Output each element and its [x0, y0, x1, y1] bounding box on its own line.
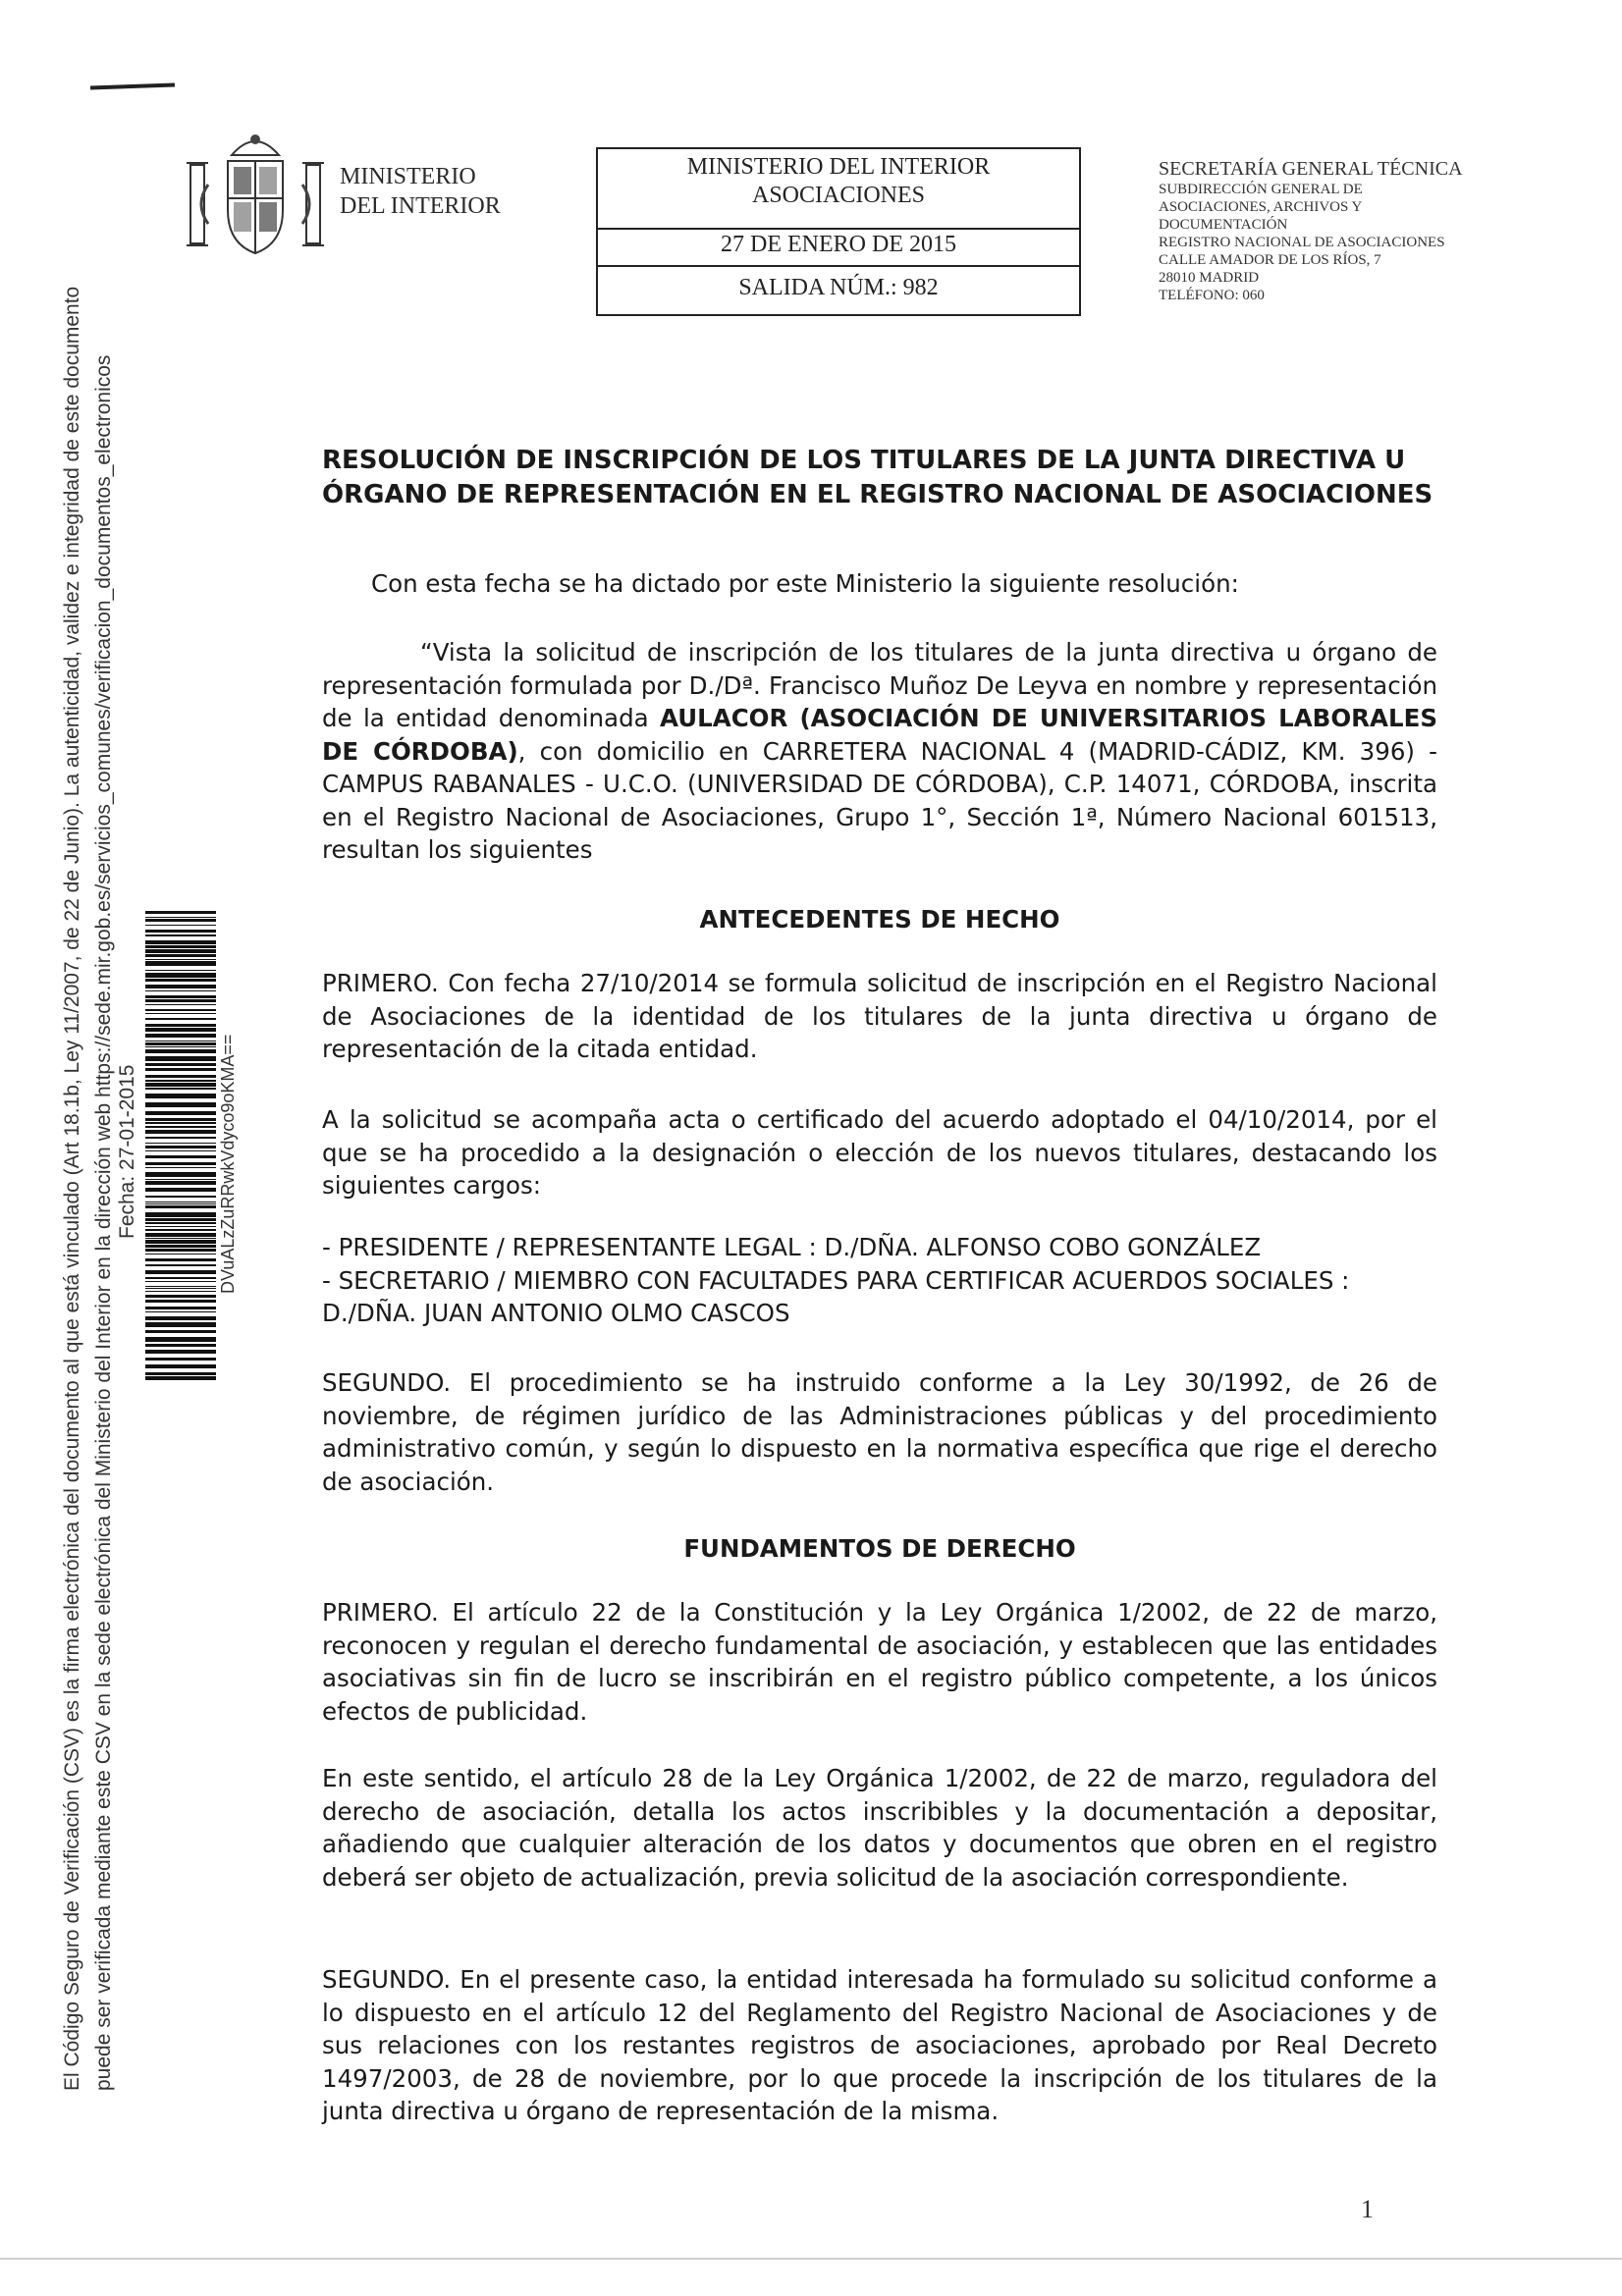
ministry-line1: MINISTERIO	[340, 164, 476, 189]
stamp-divider	[598, 228, 1079, 230]
csv-date: Fecha: 27-01-2015	[116, 1064, 138, 1239]
primero-derecho-paragraph: PRIMERO. El artículo 22 de la Constitución y la Ley Orgánica 1/2002, de 22 de marzo, reconocen y regulan el derecho fundamental de asociación, y establecen que las entidades asociativas sin fin de lucro se inscribirán en el registro público competente, a los únicos efectos de publicidad.	[322, 1598, 1437, 1726]
department-line: SUBDIRECCIÓN GENERAL DE	[1159, 182, 1363, 197]
cargo-item: - PRESIDENTE / REPRESENTANTE LEGAL : D./DÑA. ALFONSO COBO GONZÁLEZ	[322, 1233, 1262, 1261]
department-line: TELÉFONO: 060	[1159, 288, 1265, 303]
department-title: SECRETARÍA GENERAL TÉCNICA	[1159, 158, 1463, 180]
department-line: DOCUMENTACIÓN	[1159, 217, 1288, 233]
acompana-paragraph: A la solicitud se acompaña acta o certificado del acuerdo adoptado el 04/10/2014, por el que se ha procedido a la designación o elección de los nuevos titulares, destacando los siguientes cargos:	[322, 1105, 1437, 1200]
heading-fundamentos: FUNDAMENTOS DE DERECHO	[683, 1534, 1076, 1563]
csv-notice-line2: puede ser verificada mediante este CSV en la sede electrónica del Ministerio del Interior en la dirección web https://sede.mir.gob.es/servicios_comunes/verificacion_documentos_electronicos	[92, 354, 115, 2091]
segundo-derecho-paragraph: SEGUNDO. En el presente caso, la entidad interesada ha formulado su solicitud conforme a lo dispuesto en el artículo 12 del Reglamento del Registro Nacional de Asociaciones y de sus relaciones con los restantes registros de asociaciones, aprobado por Real Decreto 1497/2003, de 28 de noviembre, por lo que procede la inscripción de los titulares de la junta directiva u órgano de representación de la misma.	[322, 1965, 1437, 2125]
csv-notice	[57, 128, 120, 2091]
page-number: 1	[1361, 2195, 1374, 2223]
heading-antecedentes: ANTECEDENTES DE HECHO	[699, 905, 1060, 934]
ministry-line2: DEL INTERIOR	[340, 193, 501, 219]
vista-text-2: , con domicilio en CARRETERA NACIONAL 4 (MADRID-CÁDIZ, KM. 396) - CAMPUS RABANALES - U.C.O. (UNIVERSIDAD DE CÓRDOBA), C.P. 14071, CÓRDOBA, inscrita en el Registro Nacional de Asociaciones, Grupo 1°, Sección 1ª, Número Nacional 601513, resultan los siguientes	[322, 736, 1437, 864]
department-line: ASOCIACIONES, ARCHIVOS Y	[1159, 199, 1363, 215]
sentido-paragraph: En este sentido, el artículo 28 de la Ley Orgánica 1/2002, de 22 de marzo, reguladora del derecho de asociación, detalla los actos inscribibles y la documentación a depositar, añadiendo que cualquier alteración de los datos y documentos que obren en el registro deberá ser objeto de actualización, previa solicitud de la asociación correspondiente.	[322, 1764, 1437, 1892]
primero-hecho-paragraph: PRIMERO. Con fecha 27/10/2014 se formula solicitud de inscripción en el Registro Nacional de Asociaciones de la identidad de los titulares de la junta directiva u órgano de representación de la citada entidad.	[322, 969, 1437, 1063]
department-line: REGISTRO NACIONAL DE ASOCIACIONES	[1159, 235, 1445, 250]
title-line2: ÓRGANO DE REPRESENTACIÓN EN EL REGISTRO NACIONAL DE ASOCIACIONES	[322, 480, 1433, 509]
stamp-number: SALIDA NÚM.: 982	[738, 275, 939, 300]
scan-edge	[0, 2258, 1622, 2260]
department-block	[1159, 157, 1591, 304]
ministry-name	[340, 162, 595, 221]
segundo-hecho-paragraph: SEGUNDO. El procedimiento se ha instruido conforme a la Ley 30/1992, de 26 de noviembre, de régimen jurídico de las Administraciones públicas y del procedimiento administrativo común, y según lo dispuesto en la normativa específica que rige el derecho de asociación.	[322, 1368, 1437, 1496]
department-line: 28010 MADRID	[1159, 270, 1260, 286]
cargo-list	[322, 1231, 1437, 1330]
vista-paragraph	[322, 636, 1437, 867]
vista-text-1: “Vista la solicitud de inscripción de los titulares de la junta directiva u órgano de representación formulada por D./Dª. Francisco Muñoz De Leyva en nombre y representación de la entidad denominada	[322, 638, 1437, 732]
stamp-date: 27 DE ENERO DE 2015	[721, 232, 956, 257]
department-line: CALLE AMADOR DE LOS RÍOS, 7	[1159, 252, 1381, 268]
stamp-divider	[598, 265, 1079, 267]
title-line1: RESOLUCIÓN DE INSCRIPCIÓN DE LOS TITULARES DE LA JUNTA DIRECTIVA U	[322, 446, 1406, 475]
coat-of-arms-icon	[183, 126, 328, 265]
csv-notice-line1: El Código Seguro de Verificación (CSV) es la firma electrónica del documento al que está vinculado (Art 18.1b, Ley 11/2007, de 22 de Junio). La autenticidad, validez e integridad de este documento	[61, 286, 83, 2091]
scan-mark	[90, 83, 175, 90]
stamp-line2: ASOCIACIONES	[751, 183, 925, 208]
registry-stamp	[596, 147, 1081, 316]
intro-paragraph: Con esta fecha se ha dictado por este Ministerio la siguiente resolución:	[371, 569, 1239, 598]
cargo-item: - SECRETARIO / MIEMBRO CON FACULTADES PARA CERTIFICAR ACUERDOS SOCIALES : D./DÑA. JUAN ANTONIO OLMO CASCOS	[322, 1265, 1350, 1327]
csv-code: DVuALzZuRRwkVdyco9oKMA==	[218, 1034, 238, 1294]
stamp-line1: MINISTERIO DEL INTERIOR	[686, 154, 991, 180]
csv-barcode	[145, 911, 216, 1380]
entity-name: AULACOR (ASOCIACIÓN DE UNIVERSITARIOS LABORALES DE CÓRDOBA)	[322, 704, 1437, 766]
document-title	[322, 444, 1441, 512]
